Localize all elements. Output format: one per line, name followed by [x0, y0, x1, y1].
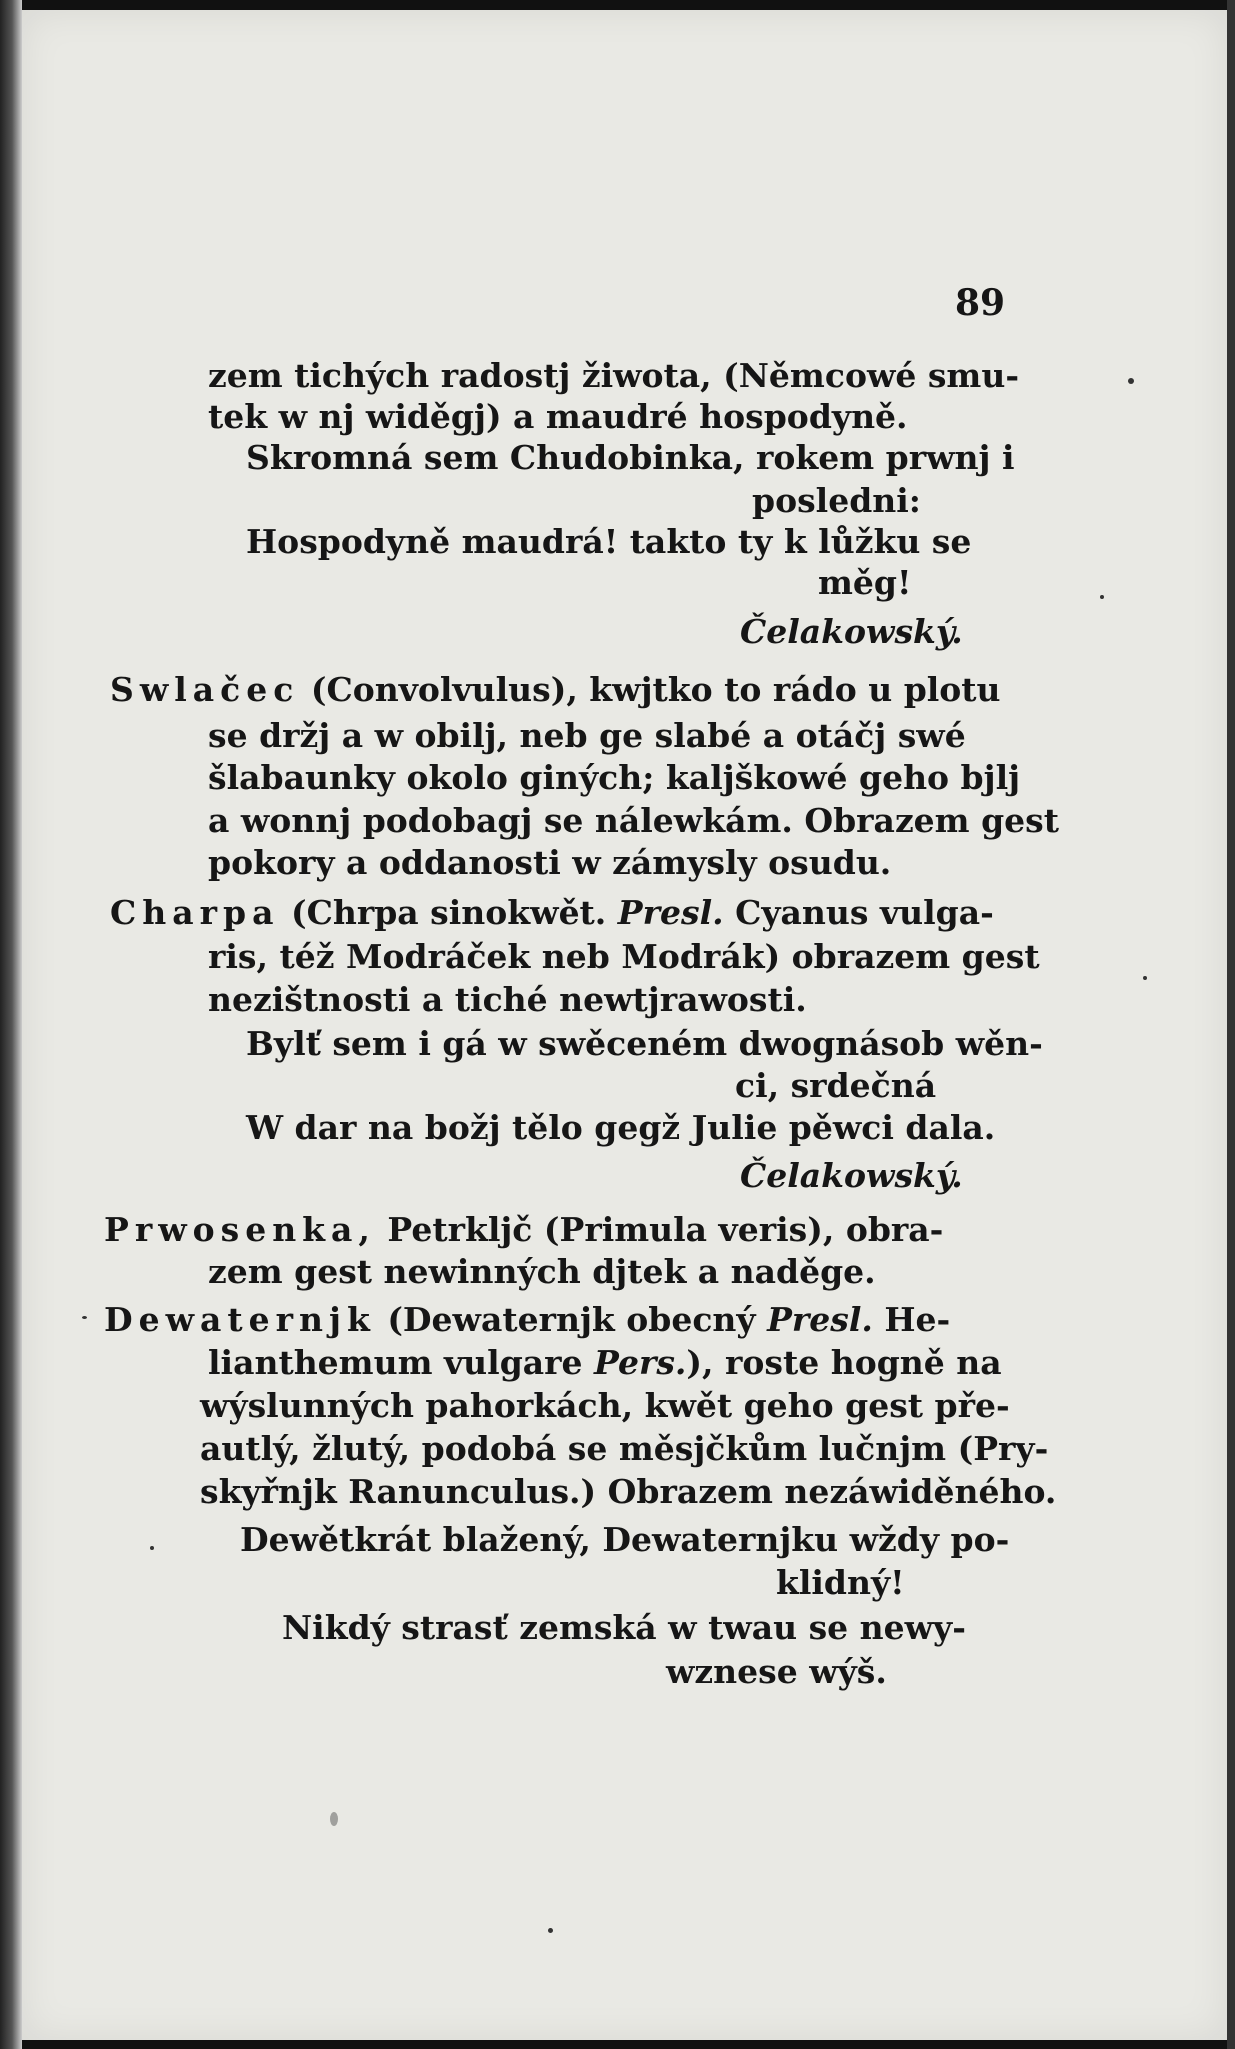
entry-swlacec: Swlačec (Convolvulus), kwjtko to rádo u plotu: [110, 670, 1001, 709]
paper-speck: [150, 1546, 154, 1550]
text-line: zem gest newinných djtek a naděge.: [208, 1252, 876, 1291]
text-line: wýslunných pahorkách, kwět geho gest pře-: [200, 1386, 1010, 1425]
paper-speck: [1100, 595, 1104, 599]
author-signature: Čelakowský.: [740, 612, 963, 651]
entry-headword: Swlačec: [110, 670, 300, 709]
page-edge: [1227, 0, 1235, 2049]
text-line: autlý, žlutý, podobá se měsjčkům lučnjm (Pry-: [200, 1429, 1049, 1468]
text-line: a wonnj podobagj se nálewkám. Obrazem gest: [208, 801, 1059, 840]
verse-line: wznese wýš.: [666, 1652, 887, 1691]
verse-line: Dewětkrát blažený, Dewaternjku wždy po-: [240, 1520, 1010, 1559]
text-line: se držj a w obilj, neb ge slabé a otáčj swé: [208, 716, 966, 755]
text-line: skyřnjk Ranunculus.) Obrazem nezáwiděného.: [200, 1472, 1057, 1511]
paper-speck: [548, 1928, 553, 1933]
entry-headword: Dewaternjk: [104, 1300, 376, 1339]
verse-line: Hospodyně maudrá! takto ty k lůžku se: [246, 522, 972, 561]
paper-speck: [330, 1812, 338, 1826]
text-line: šlabaunky okolo giných; kaljškowé geho bjlj: [208, 758, 1021, 797]
entry-dewaternjk: Dewaternjk (Dewaternjk obecný Presl. He-: [104, 1300, 951, 1339]
paper-speck: [1143, 976, 1147, 980]
verse-line: Nikdý strasť zemská w twau se newy-: [282, 1608, 966, 1647]
entry-charpa: Charpa (Chrpa sinokwět. Presl. Cyanus vulga-: [110, 893, 994, 932]
book-gutter: [0, 0, 22, 2049]
author-signature: Čelakowský.: [740, 1156, 963, 1195]
verse-line: Skromná sem Chudobinka, rokem prwnj i: [246, 438, 1015, 477]
verse-line: posledni:: [752, 481, 921, 520]
text-line: zem tichých radostj žiwota, (Němcowé smu-: [208, 356, 1020, 395]
entry-headword: Prwosenka,: [104, 1210, 376, 1249]
entry-prwosenka: Prwosenka, Petrkljč (Primula veris), obra-: [104, 1210, 944, 1249]
entry-headword: Charpa: [110, 893, 280, 932]
verse-line: měg!: [818, 563, 912, 602]
paper-speck: [1128, 378, 1134, 384]
verse-line: ci, srdečná: [735, 1066, 937, 1105]
text-line: nezištnosti a tiché newtjrawosti.: [208, 980, 807, 1019]
verse-line: klidný!: [776, 1563, 905, 1602]
text-line: ris, též Modráček neb Modrák) obrazem gest: [208, 937, 1040, 976]
verse-line: W dar na božj tělo gegž Julie pěwci dala.: [246, 1108, 996, 1147]
paper-speck: [82, 1316, 87, 1319]
text-line: lianthemum vulgare Pers.), roste hogně na: [208, 1343, 1002, 1382]
text-line: pokory a oddanosti w zámysly osudu.: [208, 843, 892, 882]
verse-line: Bylť sem i gá w swěceném dwognásob wěn-: [246, 1024, 1043, 1063]
page-number: 89: [955, 282, 1006, 324]
text-line: tek w nj widěgj) a maudré hospodyně.: [208, 397, 908, 436]
